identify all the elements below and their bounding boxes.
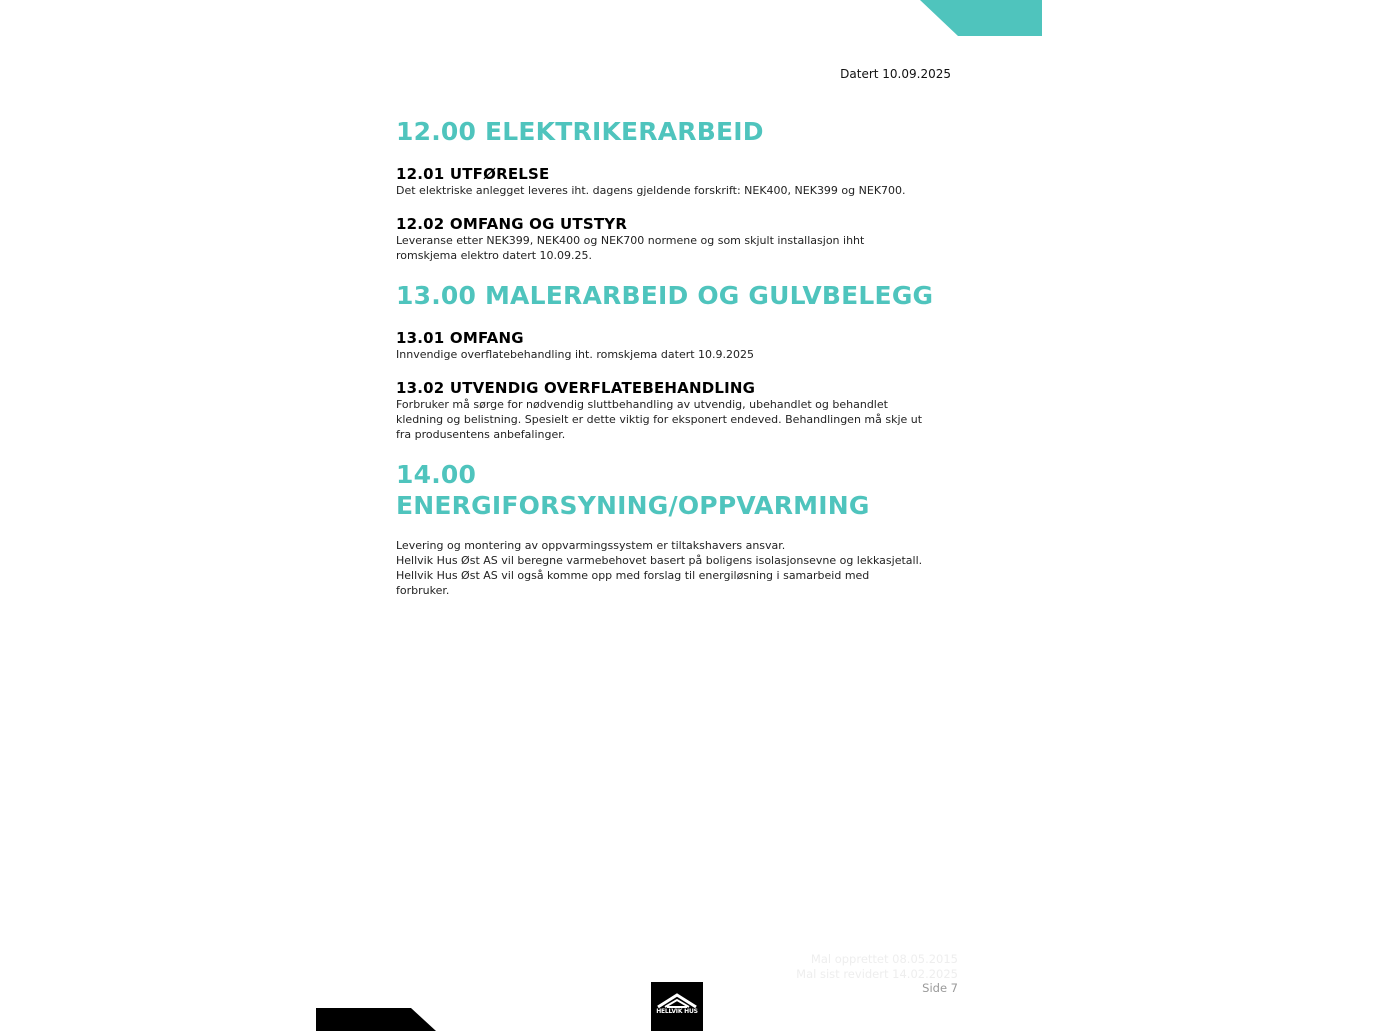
hellvik-hus-logo xyxy=(651,982,703,1031)
bottom-corner-accent xyxy=(316,1008,436,1031)
section-14-text-line3: Hellvik Hus Øst AS vil også komme opp med forslag til energiløsning i samarbeid med xyxy=(396,569,870,582)
section-13-01-text: Innvendige overflatebehandling iht. romskjema datert 10.9.2025 xyxy=(396,348,755,361)
section-14-text-line4: forbruker. xyxy=(396,584,450,597)
page-number: Side 7 xyxy=(922,981,958,995)
section-13-01-title: 13.01 OMFANG xyxy=(396,329,524,347)
section-13-02-text-line3: fra produsentens anbefalinger. xyxy=(396,428,566,441)
section-13-02-text-line1: Forbruker må sørge for nødvendig sluttbehandling av utvendig, ubehandlet og behandlet xyxy=(396,398,888,411)
document-body xyxy=(396,116,956,598)
section-14-text-line2: Hellvik Hus Øst AS vil beregne varmebehovet basert på boligens isolasjonsevne og lekkasjetall. xyxy=(396,554,923,567)
template-created-date: Mal opprettet 08.05.2015 xyxy=(810,952,958,966)
section-13-02-title: 13.02 UTVENDIG OVERFLATEBEHANDLING xyxy=(396,379,756,397)
section-13-02-text-line2: kledning og belistning. Spesielt er dette viktig for eksponert endeved. Behandlingen må skje ut xyxy=(396,413,923,426)
section-14-title-line2: ENERGIFORSYNING/OPPVARMING xyxy=(396,491,870,520)
template-revised-date: Mal sist revidert 14.02.2025 xyxy=(796,966,958,981)
section-12-02-title: 12.02 OMFANG OG UTSTYR xyxy=(396,215,628,233)
section-13-title: 13.00 MALERARBEID OG GULVBELEGG xyxy=(396,281,934,310)
section-12-02-text-line1: Leveranse etter NEK399, NEK400 og NEK700 normene og som skjult installasjon ihht xyxy=(396,234,865,247)
section-14-title-line1: 14.00 xyxy=(396,460,477,489)
footer-meta xyxy=(760,952,958,996)
section-12-title: 12.00 ELEKTRIKERARBEID xyxy=(396,117,764,146)
top-corner-accent xyxy=(920,0,1042,36)
section-12-02-text-line2: romskjema elektro datert 10.09.25. xyxy=(396,249,593,262)
house-roof-icon xyxy=(651,982,703,1031)
dated-label: Datert 10.09.2025 xyxy=(840,67,951,81)
section-12-01-title: 12.01 UTFØRELSE xyxy=(396,165,550,183)
section-12-01-text: Det elektriske anlegget leveres iht. dagens gjeldende forskrift: NEK400, NEK399 og NEK700. xyxy=(396,184,906,197)
logo-wordmark: HELLVIK HUS xyxy=(656,1008,698,1015)
section-14-text-line1: Levering og montering av oppvarmingssystem er tiltakshavers ansvar. xyxy=(396,539,786,552)
